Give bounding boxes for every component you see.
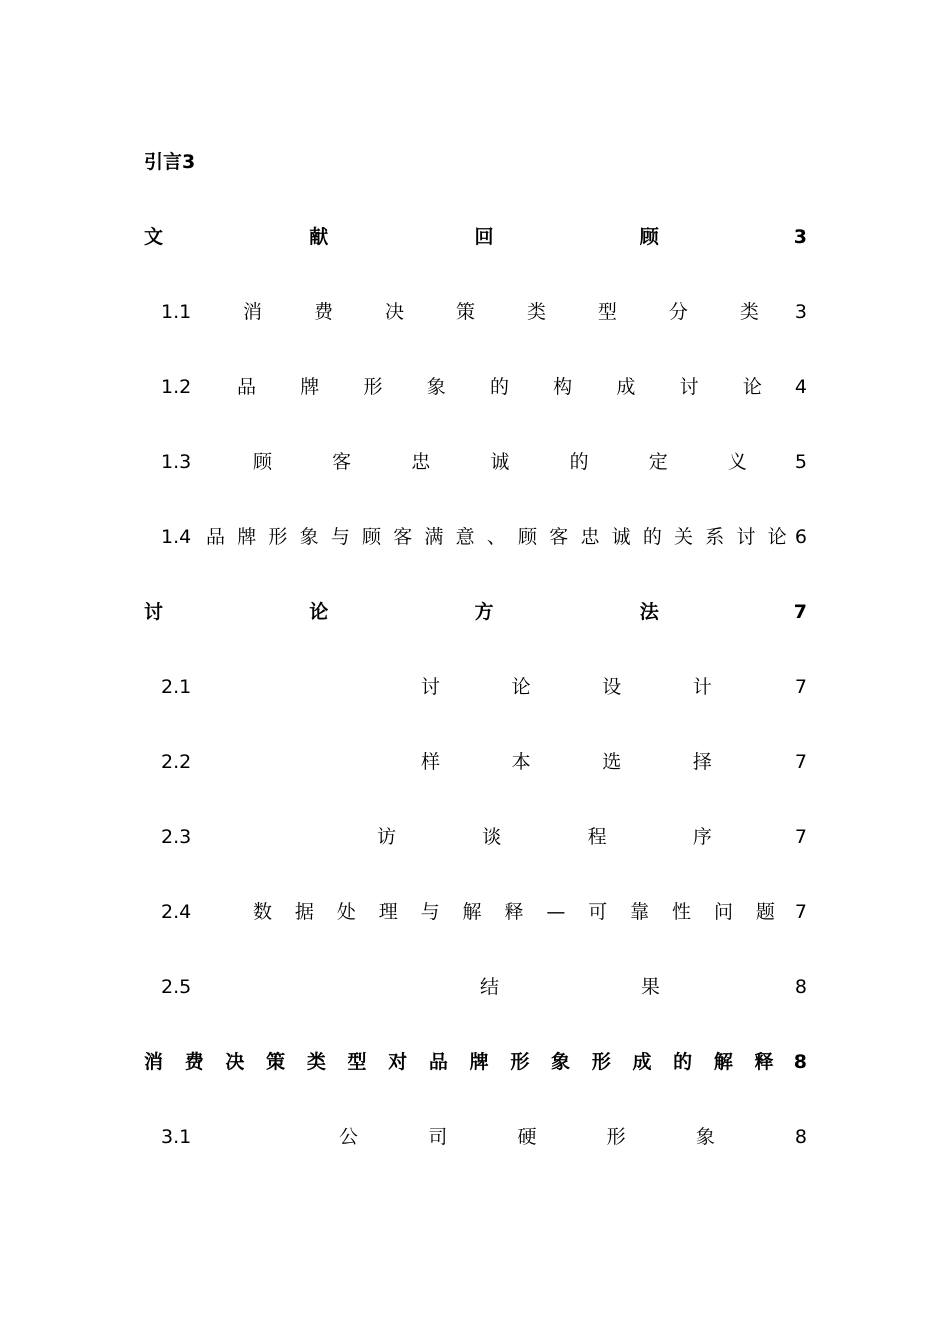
toc-title-char: 型 xyxy=(347,1050,367,1073)
toc-title-char: 消 xyxy=(144,1050,164,1073)
toc-title-char: 客 xyxy=(393,525,413,548)
toc-entry-page: 3 xyxy=(793,225,807,248)
toc-entry-2-1[interactable] xyxy=(144,667,807,707)
toc-entry-page: 7 xyxy=(794,900,807,923)
toc-entry-number: 3.1 xyxy=(161,1125,192,1148)
toc-title-char: 结 xyxy=(480,975,500,998)
toc-title-char: 牌 xyxy=(300,375,320,398)
toc-title-char: 满 xyxy=(424,525,444,548)
toc-entry-research-methods[interactable] xyxy=(144,592,807,632)
toc-title-char: 意 xyxy=(455,525,475,548)
toc-title-char: 、 xyxy=(486,525,506,548)
toc-title-char: 论 xyxy=(742,375,762,398)
toc-title-char: 顾 xyxy=(518,525,538,548)
toc-entry-number: 2.2 xyxy=(161,750,192,773)
toc-title-char: 对 xyxy=(388,1050,408,1073)
toc-entry-title xyxy=(253,900,795,923)
toc-title-char: 象 xyxy=(695,1125,715,1148)
toc-title-char: 回 xyxy=(474,225,494,248)
toc-title-char: 硬 xyxy=(517,1125,537,1148)
toc-title-char: 顾 xyxy=(639,225,659,248)
toc-title-char: 品 xyxy=(206,525,226,548)
toc-title-char: 型 xyxy=(597,300,617,323)
toc-entry-page: 8 xyxy=(793,1050,807,1073)
toc-entry-page: 3 xyxy=(182,150,196,173)
toc-title-char: 选 xyxy=(602,750,622,773)
toc-title-char: 牌 xyxy=(237,525,257,548)
toc-entry-page: 8 xyxy=(794,1125,807,1148)
toc-entry-title: 引言 xyxy=(144,150,183,173)
toc-entry-number: 1.4 xyxy=(161,525,192,548)
toc-title-char: 成 xyxy=(616,375,636,398)
toc-title-char: 解 xyxy=(713,1050,733,1073)
toc-title-char: 形 xyxy=(591,1050,611,1073)
toc-title-char: 消 xyxy=(243,300,263,323)
toc-title-char: 象 xyxy=(551,1050,571,1073)
toc-entry-page: 3 xyxy=(794,300,807,323)
toc-title-char: 文 xyxy=(144,225,164,248)
toc-title-char: 性 xyxy=(672,900,692,923)
toc-title-char: 可 xyxy=(588,900,608,923)
toc-title-char: 顾 xyxy=(253,450,273,473)
toc-title-char: 讨 xyxy=(679,375,699,398)
toc-entry-number: 1.1 xyxy=(161,300,192,323)
toc-title-char: 果 xyxy=(640,975,660,998)
toc-entry-page: 8 xyxy=(794,975,807,998)
toc-entry-page: 7 xyxy=(794,675,807,698)
toc-entry-2-5[interactable] xyxy=(144,967,807,1007)
toc-title-char: 忠 xyxy=(580,525,600,548)
toc-title-char: 形 xyxy=(363,375,383,398)
toc-title-char: 形 xyxy=(268,525,288,548)
toc-title-char: 与 xyxy=(330,525,350,548)
toc-title-char: 择 xyxy=(692,750,712,773)
toc-title-char: 客 xyxy=(332,450,352,473)
toc-title-char: 解 xyxy=(462,900,482,923)
toc-title-char: 义 xyxy=(727,450,747,473)
toc-title-char: 类 xyxy=(526,300,546,323)
toc-title-char: 的 xyxy=(569,450,589,473)
toc-title-char: 定 xyxy=(648,450,668,473)
toc-entry-title xyxy=(339,1125,795,1148)
toc-title-char: 的 xyxy=(489,375,509,398)
toc-entry-consumer-decision-explanation[interactable] xyxy=(144,1042,807,1082)
toc-entry-2-3[interactable] xyxy=(144,817,807,857)
toc-title-char: 形 xyxy=(606,1125,626,1148)
toc-entry-3-1[interactable] xyxy=(144,1117,807,1157)
toc-title-char: 公 xyxy=(339,1125,359,1148)
toc-entry-title xyxy=(421,750,795,773)
toc-title-char: 品 xyxy=(428,1050,448,1073)
toc-entry-number: 2.5 xyxy=(161,975,192,998)
toc-entry-number: 2.3 xyxy=(161,825,192,848)
toc-title-char: 数 xyxy=(253,900,273,923)
toc-entry-page: 7 xyxy=(793,600,807,623)
toc-title-char: 样 xyxy=(421,750,441,773)
toc-entry-1-4[interactable] xyxy=(144,517,807,557)
toc-title-char: 诚 xyxy=(490,450,510,473)
toc-title-char: 诚 xyxy=(611,525,631,548)
toc-title-char: 成 xyxy=(632,1050,652,1073)
toc-entry-title xyxy=(206,525,795,548)
toc-title-char: 释 xyxy=(754,1050,774,1073)
toc-entry-number: 2.4 xyxy=(161,900,192,923)
toc-entry-page: 7 xyxy=(794,825,807,848)
toc-title-char: 顾 xyxy=(362,525,382,548)
toc-title-char: 释 xyxy=(504,900,524,923)
toc-entry-title xyxy=(237,375,795,398)
toc-entry-page: 4 xyxy=(794,375,807,398)
toc-title-char: 计 xyxy=(692,675,712,698)
toc-title-char: 费 xyxy=(184,1050,204,1073)
toc-entry-2-2[interactable] xyxy=(144,742,807,782)
toc-title-char: 理 xyxy=(378,900,398,923)
toc-entry-title xyxy=(421,675,795,698)
toc-title-char: 策 xyxy=(266,1050,286,1073)
toc-entry-literature-review[interactable] xyxy=(144,217,807,257)
toc-entry-title xyxy=(243,300,795,323)
toc-title-char: 程 xyxy=(587,825,607,848)
toc-title-char: 方 xyxy=(474,600,494,623)
toc-title-char: 谈 xyxy=(482,825,502,848)
toc-title-char: 法 xyxy=(639,600,659,623)
toc-entry-title xyxy=(253,450,795,473)
toc-entry-page: 6 xyxy=(794,525,807,548)
toc-entry-1-1[interactable] xyxy=(144,292,807,332)
toc-entry-page: 5 xyxy=(794,450,807,473)
toc-title-char: 费 xyxy=(313,300,333,323)
toc-title-char: 客 xyxy=(549,525,569,548)
toc-entry-1-3[interactable] xyxy=(144,442,807,482)
toc-entry-number: 2.1 xyxy=(161,675,192,698)
toc-title-char: 象 xyxy=(426,375,446,398)
toc-entry-2-4[interactable] xyxy=(144,892,807,932)
toc-title-char: 本 xyxy=(511,750,531,773)
toc-title-char: 论 xyxy=(309,600,329,623)
toc-title-char: 问 xyxy=(713,900,733,923)
toc-title-char: 类 xyxy=(739,300,759,323)
toc-entry-title xyxy=(377,825,795,848)
toc-title-char: 设 xyxy=(602,675,622,698)
toc-entry-number: 1.2 xyxy=(161,375,192,398)
toc-title-char: 忠 xyxy=(411,450,431,473)
toc-title-char: 题 xyxy=(755,900,775,923)
toc-title-char: 的 xyxy=(673,1050,693,1073)
toc-title-char: 构 xyxy=(553,375,573,398)
toc-entry-number: 1.3 xyxy=(161,450,192,473)
toc-title-char: 献 xyxy=(309,225,329,248)
toc-title-char: 形 xyxy=(510,1050,530,1073)
toc-entry-title xyxy=(144,600,794,623)
toc-title-char: 论 xyxy=(511,675,531,698)
toc-title-char: 决 xyxy=(384,300,404,323)
toc-title-char: 关 xyxy=(674,525,694,548)
toc-title-char: 靠 xyxy=(630,900,650,923)
toc-entry-title xyxy=(144,1050,794,1073)
toc-title-char: 象 xyxy=(299,525,319,548)
toc-title-char: 决 xyxy=(225,1050,245,1073)
toc-title-char: 分 xyxy=(668,300,688,323)
toc-title-char: 策 xyxy=(455,300,475,323)
toc-title-char: 品 xyxy=(237,375,257,398)
toc-title-char: 的 xyxy=(642,525,662,548)
toc-entry-page: 7 xyxy=(794,750,807,773)
toc-title-char: 讨 xyxy=(421,675,441,698)
toc-title-char: 据 xyxy=(294,900,314,923)
toc-title-char: 与 xyxy=(420,900,440,923)
toc-title-char: 牌 xyxy=(469,1050,489,1073)
toc-entry-1-2[interactable] xyxy=(144,367,807,407)
toc-entry-title xyxy=(480,975,795,998)
toc-title-char: 讨 xyxy=(144,600,164,623)
toc-title-char: 论 xyxy=(767,525,787,548)
toc-title-char: 司 xyxy=(428,1125,448,1148)
toc-title-char: 处 xyxy=(336,900,356,923)
toc-title-char: — xyxy=(546,900,566,923)
toc-entry-introduction[interactable] xyxy=(144,142,807,182)
toc-title-char: 序 xyxy=(692,825,712,848)
toc-title-char: 系 xyxy=(705,525,725,548)
toc-title-char: 访 xyxy=(377,825,397,848)
toc-title-char: 类 xyxy=(306,1050,326,1073)
toc-title-char: 讨 xyxy=(736,525,756,548)
toc-entry-title xyxy=(144,225,794,248)
